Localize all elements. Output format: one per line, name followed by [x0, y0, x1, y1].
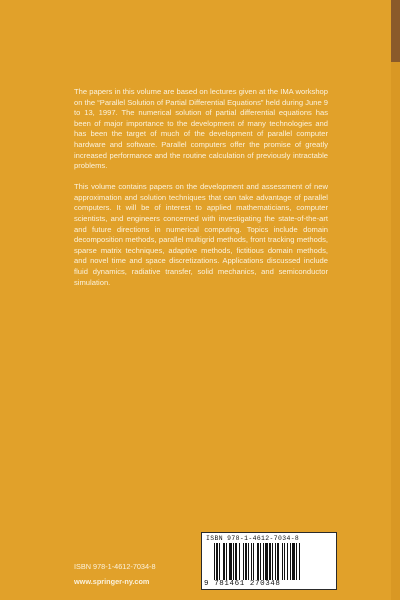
barcode-bar	[226, 543, 227, 580]
barcode-bar	[243, 543, 244, 580]
barcode-bar	[245, 543, 247, 580]
barcode-number: 9 781461 270348	[204, 580, 281, 588]
barcode-bar	[257, 543, 259, 580]
barcode-bar	[219, 543, 220, 580]
barcode-bar	[223, 543, 225, 580]
back-cover-blurb	[74, 87, 328, 299]
barcode-bar	[229, 543, 232, 580]
barcode-bar	[269, 543, 271, 580]
barcode-bar	[275, 543, 276, 580]
barcode-bar	[272, 543, 273, 580]
barcode-bar	[216, 543, 218, 580]
barcode-bar	[296, 543, 297, 580]
barcode-bar	[299, 543, 300, 580]
barcode-isbn-line: ISBN 978-1-4612-7034-8	[206, 535, 300, 542]
barcode-bar	[248, 543, 249, 580]
barcode-bar	[290, 543, 291, 580]
barcode-bar	[263, 543, 264, 580]
spine-edge	[391, 0, 400, 600]
publisher-url: www.springer-ny.com	[74, 577, 150, 586]
barcode-bars	[214, 543, 328, 580]
barcode-bar	[260, 543, 261, 580]
barcode-bar	[253, 543, 254, 580]
barcode-bar	[235, 543, 237, 580]
barcode-bar	[277, 543, 279, 580]
barcode-bar	[287, 543, 288, 580]
blurb-paragraph-2: This volume contains papers on the development and assessment of new approximation and solution techniques that can take advantage of parallel computers. It will be of interest to applied mathematicians, computer scientists, and engineers concerned with investigating the state-of-the-art and future directions in numerical computing. Topics include domain decomposition methods, parallel multigrid methods, front tracking methods, sparse matrix techniques, adaptive methods, fictitious domain methods, and novel time and space discretizations. Applications discussed include fluid dynamics, radiative transfer, solid mechanics, and semiconductor simulation.	[74, 182, 328, 287]
barcode-bar	[265, 543, 268, 580]
barcode-bar	[292, 543, 295, 580]
barcode-bar	[284, 543, 285, 580]
barcode-bar	[251, 543, 252, 580]
barcode-bar	[233, 543, 234, 580]
spine-mark	[391, 0, 400, 62]
barcode-bar	[214, 543, 215, 580]
barcode-bar	[239, 543, 240, 580]
barcode	[201, 532, 337, 590]
blurb-paragraph-1: The papers in this volume are based on lectures given at the IMA workshop on the “Parallel Solution of Partial Differential Equations” held during June 9 to 13, 1997. The numerical solution of partial differential equations has been of major importance to the development of many technologies and has been the target of much of the development of parallel computer hardware and software. Parallel computers offer the promise of greatly increased performance and the routine calculation of previously intractable problems.	[74, 87, 328, 171]
barcode-bar	[282, 543, 283, 580]
isbn-label: ISBN 978-1-4612-7034-8	[74, 562, 156, 571]
